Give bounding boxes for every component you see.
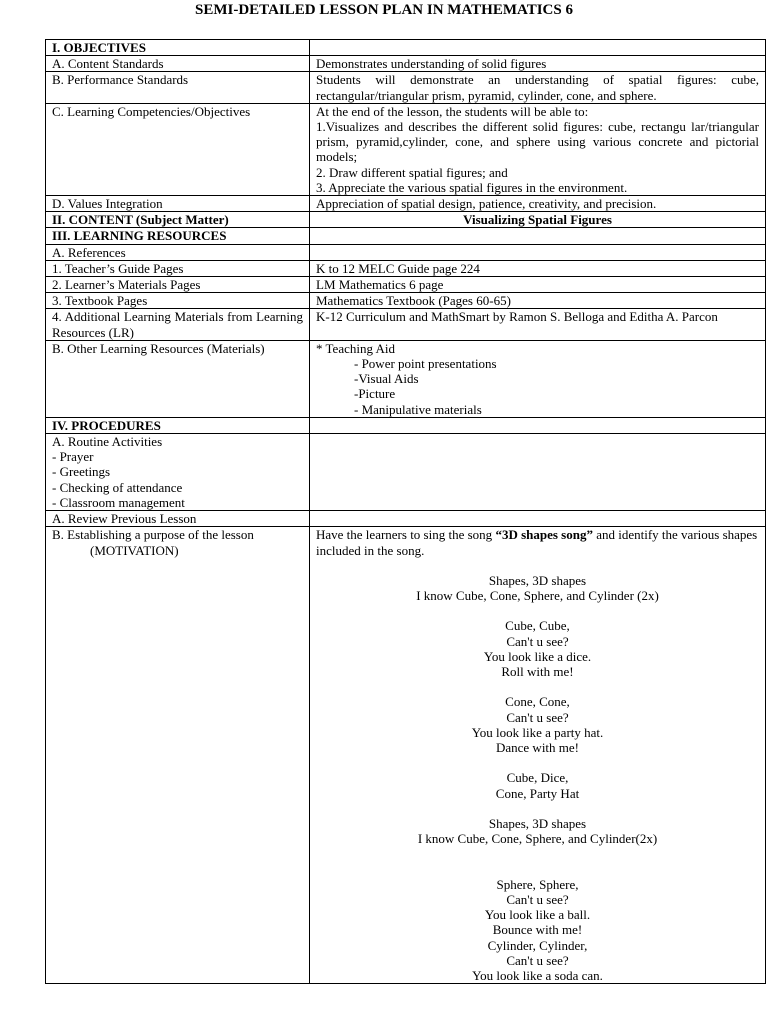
- table-row: [46, 417, 766, 433]
- content-standards-value: Demonstrates understanding of solid figures: [310, 56, 766, 72]
- table-row: [46, 72, 766, 103]
- table-row: [46, 277, 766, 293]
- motivation-sub-label: (MOTIVATION): [90, 542, 179, 558]
- empty-cell: [310, 417, 766, 433]
- table-row: [46, 228, 766, 244]
- song-line: You look like a dice.: [483, 648, 592, 664]
- routine-label: A. Routine Activities: [52, 434, 163, 450]
- teachers-guide-label: 1. Teacher’s Guide Pages: [46, 260, 310, 276]
- textbook-label: 3. Textbook Pages: [46, 293, 310, 309]
- routine-cell: [46, 434, 310, 511]
- competencies-item-1: 1.Visualizes and describes the different solid figures: cube, rectangu lar/triangular prism, pyramid,cylinder, cone, and sphere using various concrete and pictorial models;: [316, 119, 759, 165]
- review-label: A. Review Previous Lesson: [46, 511, 310, 527]
- other-resources-cell: [310, 340, 766, 417]
- procedures-heading: IV. PROCEDURES: [46, 417, 310, 433]
- list-item: - Classroom management: [52, 494, 185, 510]
- table-row: [46, 309, 766, 340]
- list-item: - Manipulative materials: [354, 401, 482, 417]
- song-line: Cone, Cone,: [505, 694, 570, 710]
- empty-cell: [310, 244, 766, 260]
- song-line: I know Cube, Cone, Sphere, and Cylinder(2x): [417, 831, 658, 847]
- song-line: Shapes, 3D shapes: [488, 816, 587, 832]
- song-line: Cylinder, Cylinder,: [487, 937, 588, 953]
- song-title: “3D shapes song”: [495, 527, 593, 543]
- learners-materials-label: 2. Learner’s Materials Pages: [46, 277, 310, 293]
- list-item: -Visual Aids: [354, 371, 419, 387]
- table-row: [46, 40, 766, 56]
- table-row: [46, 293, 766, 309]
- motivation-cell: [310, 527, 766, 984]
- competencies-intro: At the end of the lesson, the students will be able to:: [316, 103, 589, 119]
- table-row: [46, 260, 766, 276]
- lesson-plan-table: [45, 39, 766, 984]
- list-item: -Picture: [354, 386, 396, 402]
- content-value: Visualizing Spatial Figures: [310, 212, 766, 228]
- motivation-label: B. Establishing a purpose of the lesson: [52, 527, 254, 543]
- empty-cell: [310, 40, 766, 56]
- table-row: [46, 212, 766, 228]
- table-row: [46, 434, 766, 511]
- song-line: Bounce with me!: [492, 922, 583, 938]
- empty-cell: [310, 511, 766, 527]
- empty-cell: [310, 228, 766, 244]
- competencies-label: C. Learning Competencies/Objectives: [46, 103, 310, 195]
- song-line: You look like a party hat.: [471, 724, 604, 740]
- song-line: You look like a ball.: [484, 907, 591, 923]
- list-item: - Power point presentations: [354, 356, 497, 372]
- song-line: Cube, Dice,: [506, 770, 569, 786]
- table-row: [46, 511, 766, 527]
- additional-materials-value: K-12 Curriculum and MathSmart by Ramon S. Belloga and Editha A. Parcon: [310, 309, 766, 340]
- objectives-heading: I. OBJECTIVES: [46, 40, 310, 56]
- document-title: SEMI-DETAILED LESSON PLAN IN MATHEMATICS 6: [195, 2, 573, 18]
- teachers-guide-value: K to 12 MELC Guide page 224: [310, 260, 766, 276]
- table-row: [46, 340, 766, 417]
- list-item: - Checking of attendance: [52, 479, 183, 495]
- song-line: Cube, Cube,: [505, 618, 570, 634]
- teaching-aid-heading: * Teaching Aid: [316, 340, 396, 356]
- competencies-item-3: 3. Appreciate the various spatial figures in the environment.: [316, 179, 628, 195]
- song-line: I know Cube, Cone, Sphere, and Cylinder (2x): [416, 588, 659, 604]
- references-label: A. References: [46, 244, 310, 260]
- song-line: Can't u see?: [506, 892, 569, 908]
- song-line: Roll with me!: [501, 664, 574, 680]
- additional-materials-label: 4. Additional Learning Materials from Learning Resources (LR): [46, 309, 310, 340]
- competencies-item-2: 2. Draw different spatial figures; and: [316, 164, 508, 180]
- performance-standards-value: Students will demonstrate an understanding of spatial figures: cube, rectangular/triangular prism, pyramid, cylinder, cone, and sphere.: [310, 72, 766, 103]
- table-row: [46, 244, 766, 260]
- song-line: You look like a soda can.: [472, 968, 603, 984]
- table-row: [46, 103, 766, 195]
- empty-cell: [310, 434, 766, 511]
- song-line: Can't u see?: [506, 633, 569, 649]
- table-row: [46, 527, 766, 984]
- competencies-cell: [310, 103, 766, 195]
- song-line: Sphere, Sphere,: [496, 876, 579, 892]
- motivation-intro: Have the learners to sing the song “3D shapes song” and identify the various shapes included in the song.: [316, 527, 758, 558]
- performance-standards-label: B. Performance Standards: [46, 72, 310, 103]
- song-line: Can't u see?: [506, 952, 569, 968]
- content-standards-label: A. Content Standards: [46, 56, 310, 72]
- song-line: Shapes, 3D shapes: [488, 572, 587, 588]
- table-row: [46, 196, 766, 212]
- other-resources-label: B. Other Learning Resources (Materials): [46, 340, 310, 417]
- list-item: - Prayer: [52, 449, 94, 465]
- values-value: Appreciation of spatial design, patience, creativity, and precision.: [310, 196, 766, 212]
- motivation-label-cell: [46, 527, 310, 984]
- textbook-value: Mathematics Textbook (Pages 60-65): [310, 293, 766, 309]
- song-line: Dance with me!: [495, 740, 580, 756]
- song-line: Can't u see?: [506, 709, 569, 725]
- table-row: [46, 56, 766, 72]
- values-label: D. Values Integration: [46, 196, 310, 212]
- learners-materials-value: LM Mathematics 6 page: [310, 277, 766, 293]
- resources-heading: III. LEARNING RESOURCES: [46, 228, 310, 244]
- list-item: - Greetings: [52, 464, 111, 480]
- content-heading: II. CONTENT (Subject Matter): [46, 212, 310, 228]
- song-line: Cone, Party Hat: [495, 785, 580, 801]
